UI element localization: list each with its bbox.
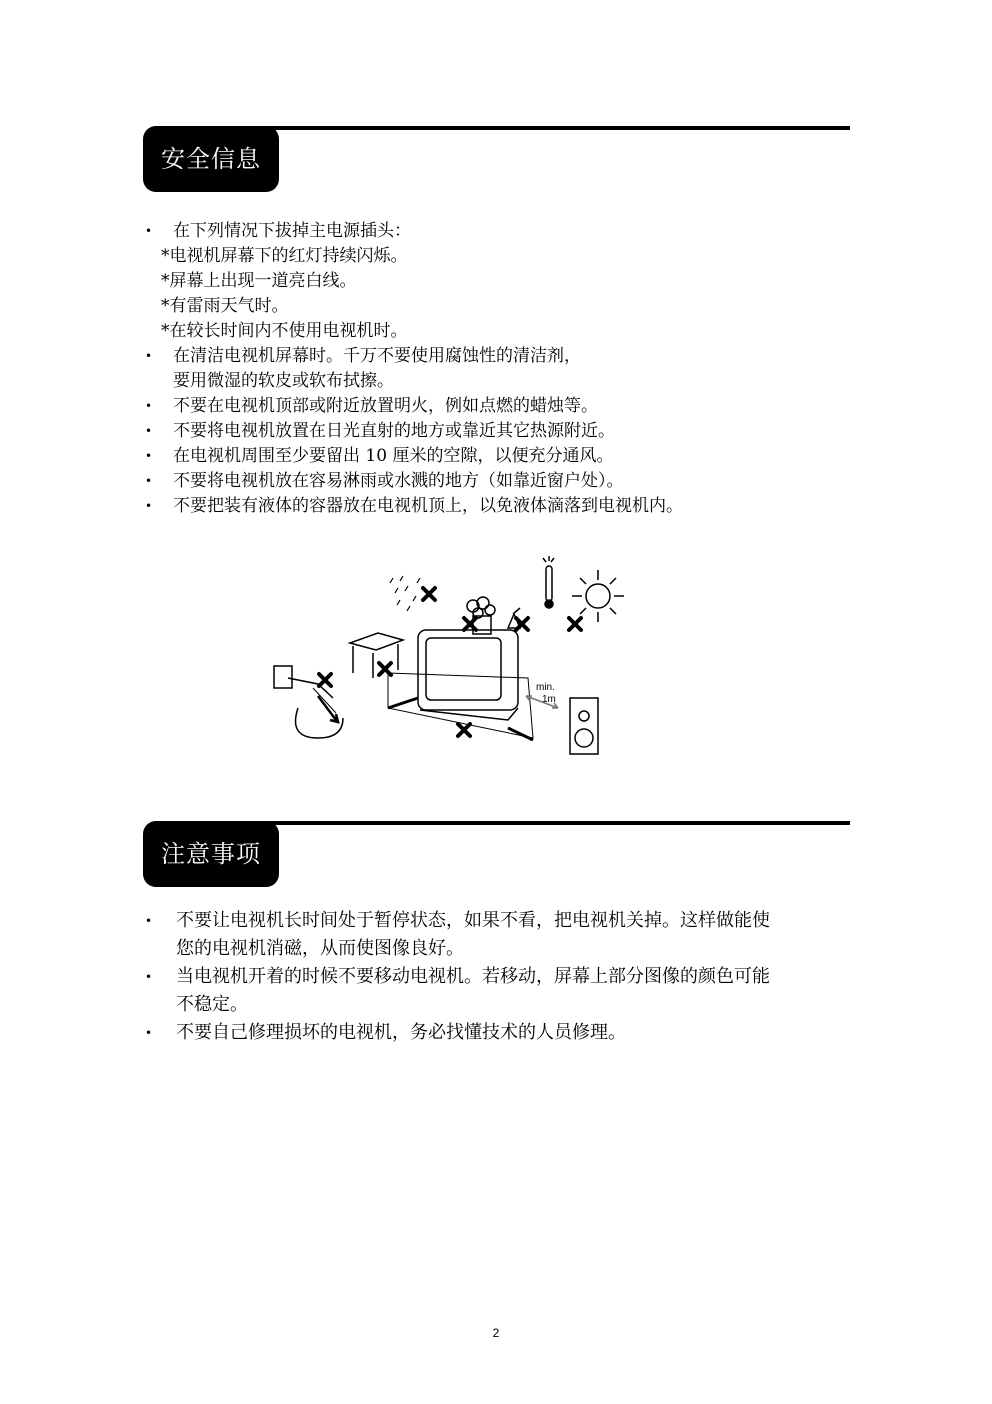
list-subitem: *有雷雨天气时。	[161, 296, 289, 316]
tv-icon	[418, 630, 518, 710]
list-subitem: *屏幕上出现一道亮白线。	[161, 271, 357, 291]
thermometer-icon	[543, 556, 554, 608]
list-item: • 不要让电视机长时间处于暂停状态，如果不看，把电视机关掉。这样做能使	[143, 907, 863, 935]
page-number: 2	[492, 1326, 500, 1340]
list-item: • 当电视机开着的时候不要移动电视机。若移动，屏幕上部分图像的颜色可能	[143, 963, 863, 991]
distance-label-min: min.	[536, 682, 555, 693]
list-subitem: *电视机屏幕下的红灯持续闪烁。	[161, 246, 408, 266]
notes-list	[143, 907, 863, 1047]
distance-label-value: 1m	[542, 694, 556, 705]
safety-list	[143, 219, 863, 519]
list-item-continuation: 要用微湿的软皮或软布拭擦。	[173, 371, 394, 391]
list-item: • 不要将电视机放置在日光直射的地方或靠近其它热源附近。	[143, 419, 863, 444]
section-header-safety	[143, 126, 850, 192]
section-title-safety: 安全信息	[143, 126, 279, 192]
list-item: • 不要将电视机放在容易淋雨或水溅的地方（如靠近窗户处）。	[143, 469, 863, 494]
list-item-continuation: 不稳定。	[176, 994, 248, 1015]
wall-socket-icon	[274, 666, 343, 738]
sun-icon	[572, 570, 624, 622]
flower-vase-icon	[467, 597, 495, 634]
list-item: • 不要在电视机顶部或附近放置明火，例如点燃的蜡烛等。	[143, 394, 863, 419]
list-item: • 不要自己修理损坏的电视机，务必找懂技术的人员修理。	[143, 1019, 863, 1047]
list-subitem: *在较长时间内不使用电视机时。	[161, 321, 408, 341]
header-rule	[253, 126, 850, 130]
rain-icon	[390, 576, 420, 611]
list-item-continuation: 您的电视机消磁，从而使图像良好。	[176, 938, 464, 959]
table-icon	[350, 633, 403, 678]
safety-illustration	[258, 548, 646, 770]
list-item: • 在清洁电视机屏幕时。千万不要使用腐蚀性的清洁剂，	[143, 344, 863, 369]
section-header-notes	[143, 821, 850, 887]
speaker-icon	[570, 698, 598, 754]
header-rule	[253, 821, 850, 825]
pull-arrow-icon	[318, 696, 338, 722]
list-item: • 在下列情况下拔掉主电源插头：	[143, 219, 863, 244]
section-title-notes: 注意事项	[143, 821, 279, 887]
list-item: • 在电视机周围至少要留出 10 厘米的空隙，以便充分通风。	[143, 444, 863, 469]
list-item: • 不要把装有液体的容器放在电视机顶上，以免液体滴落到电视机内。	[143, 494, 863, 519]
